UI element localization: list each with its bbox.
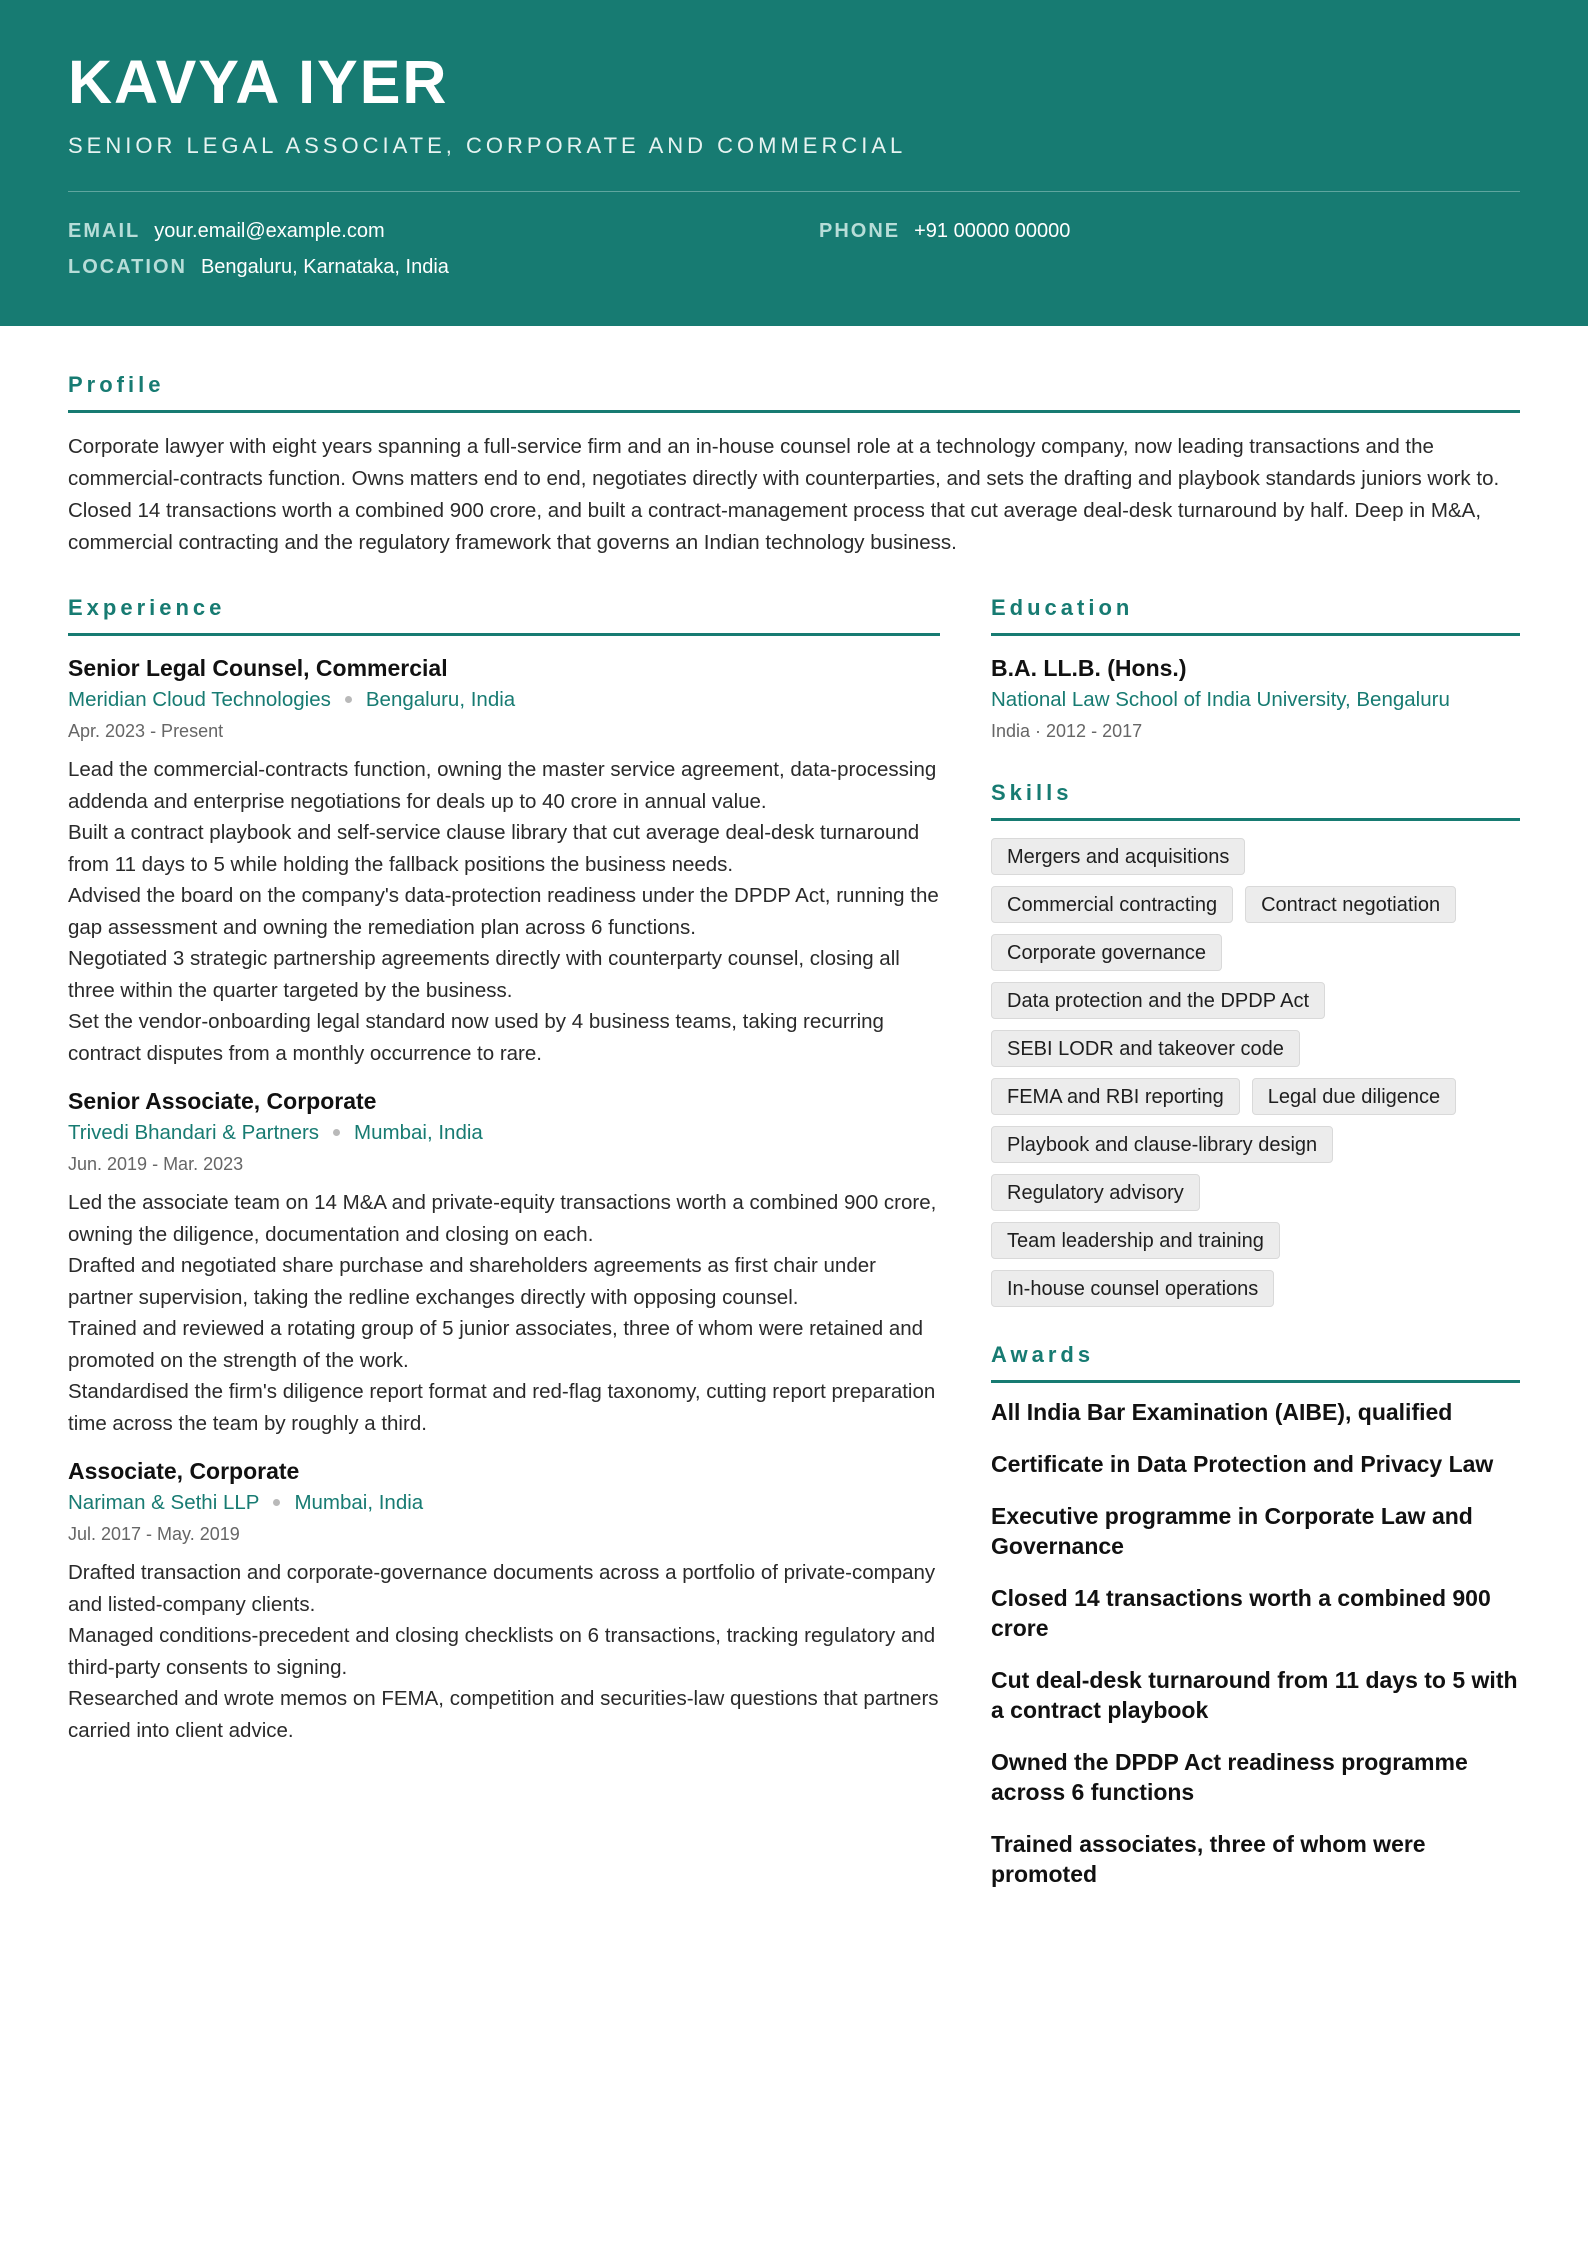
- education-heading: Education: [991, 595, 1134, 620]
- award-item: Executive programme in Corporate Law and Governance: [991, 1503, 1473, 1559]
- job-bullet: Lead the commercial-contracts function, owning the master service agreement, data-processing addenda and enterprise negotiations for deals up to 40 crore in annual value.: [68, 758, 937, 813]
- award-item: Closed 14 transactions worth a combined 900 crore: [991, 1585, 1491, 1641]
- education-school: National Law School of India University, Bengaluru: [991, 688, 1450, 711]
- job-company: Trivedi Bhandari & Partners: [68, 1121, 320, 1144]
- email-label: EMAIL: [68, 220, 141, 242]
- phone-label: PHONE: [819, 220, 901, 242]
- experience-divider: [68, 633, 940, 636]
- job-bullet: Advised the board on the company's data-protection readiness under the DPDP Act, running the gap assessment and owning the remediation plan across 6 functions.: [68, 884, 939, 939]
- job-bullet: Led the associate team on 14 M&A and private-equity transactions worth a combined 900 crore, owning the diligence, documentation and closing on each.: [68, 1191, 937, 1246]
- contact-phone: [819, 218, 1070, 244]
- job-bullet: Drafted transaction and corporate-governance documents across a portfolio of private-company and listed-company clients.: [68, 1561, 936, 1616]
- location-value: Bengaluru, Karnataka, India: [200, 256, 449, 278]
- job-meta: [68, 1117, 940, 1149]
- job-entry: [68, 1085, 940, 1439]
- award-item: Cut deal-desk turnaround from 11 days to 5 with a contract playbook: [991, 1667, 1518, 1723]
- separator-dot: [345, 696, 352, 703]
- job-title: Senior Associate, Corporate: [68, 1088, 377, 1114]
- award-item: Trained associates, three of whom were promoted: [991, 1831, 1426, 1887]
- job-bullet: Built a contract playbook and self-service clause library that cut average deal-desk turnaround from 11 days to 5 while holding the fallback positions the business needs.: [68, 821, 920, 876]
- skill-tag: Legal due diligence: [1252, 1078, 1456, 1115]
- education-meta: India · 2012 - 2017: [991, 721, 1143, 741]
- awards-heading: Awards: [991, 1342, 1095, 1367]
- candidate-name: KAVYA IYER: [68, 48, 449, 116]
- job-bullet: Negotiated 3 strategic partnership agreements directly with counterparty counsel, closing all three within the quarter targeted by the business.: [68, 947, 900, 1002]
- job-company: Meridian Cloud Technologies: [68, 688, 331, 711]
- location-label: LOCATION: [68, 256, 187, 278]
- job-title: Associate, Corporate: [68, 1458, 300, 1484]
- award-item: Certificate in Data Protection and Privacy Law: [991, 1451, 1494, 1477]
- award-item: Owned the DPDP Act readiness programme across 6 functions: [991, 1749, 1468, 1805]
- job-company: Nariman & Sethi LLP: [68, 1491, 260, 1514]
- job-location: Mumbai, India: [294, 1491, 424, 1514]
- skill-tag: Commercial contracting: [991, 886, 1233, 923]
- job-dates: Apr. 2023 - Present: [68, 721, 224, 741]
- skill-tag: Playbook and clause-library design: [991, 1126, 1333, 1163]
- education-entry: [991, 652, 1520, 746]
- job-location: Mumbai, India: [354, 1121, 483, 1144]
- profile-heading: Profile: [68, 372, 165, 397]
- awards-list: [991, 1397, 1520, 1911]
- skills-list: [991, 838, 1520, 1307]
- education-divider: [991, 633, 1520, 636]
- job-meta: [68, 684, 940, 716]
- job-bullet: Standardised the firm's diligence report format and red-flag taxonomy, cutting report preparation time across the team by roughly a third.: [68, 1380, 936, 1435]
- skill-tag: Team leadership and training: [991, 1222, 1280, 1259]
- skill-tag: Data protection and the DPDP Act: [991, 982, 1325, 1019]
- skills-heading: Skills: [991, 780, 1073, 805]
- skill-tag: FEMA and RBI reporting: [991, 1078, 1240, 1115]
- skill-tag: Regulatory advisory: [991, 1174, 1200, 1211]
- award-item: All India Bar Examination (AIBE), qualified: [991, 1399, 1453, 1425]
- skills-divider: [991, 818, 1520, 821]
- skill-tag: Mergers and acquisitions: [991, 838, 1245, 875]
- resume-header: [0, 0, 1588, 326]
- separator-dot: [273, 1499, 280, 1506]
- email-value[interactable]: your.email@example.com: [154, 220, 385, 242]
- skill-tag: Contract negotiation: [1245, 886, 1456, 923]
- job-bullet: Managed conditions-precedent and closing checklists on 6 transactions, tracking regulatory and third-party consents to signing.: [68, 1624, 936, 1679]
- job-dates: Jul. 2017 - May. 2019: [68, 1524, 240, 1544]
- experience-list: [68, 652, 940, 1762]
- job-entry: [68, 652, 940, 1069]
- awards-divider: [991, 1380, 1520, 1383]
- skill-tag: In-house counsel operations: [991, 1270, 1274, 1307]
- job-meta: [68, 1487, 940, 1519]
- job-bullet: Researched and wrote memos on FEMA, competition and securities-law questions that partners carried into client advice.: [68, 1687, 939, 1742]
- separator-dot: [333, 1129, 340, 1136]
- job-bullet: Set the vendor-onboarding legal standard now used by 4 business teams, taking recurring contract disputes from a monthly occurrence to rare.: [68, 1010, 884, 1065]
- job-bullet: Trained and reviewed a rotating group of 5 junior associates, three of whom were retained and promoted on the strength of the work.: [68, 1317, 924, 1372]
- job-location: Bengaluru, India: [365, 688, 516, 711]
- profile-summary: Corporate lawyer with eight years spanning a full-service firm and an in-house counsel role at a technology company, now leading transactions and the commercial-contracts function. Owns matters end to end, negotiates directly with counterparties, and sets the drafting and playbook standards juniors work to. Closed 14 transactions worth a combined 900 crore, and built a contract-management process that cut average deal-desk turnaround by half. Deep in M&A, commercial contracting and the regulatory framework that governs an Indian technology business.: [68, 435, 1500, 554]
- contact-location: [68, 254, 449, 280]
- job-entry: [68, 1455, 940, 1746]
- phone-value[interactable]: +91 00000 00000: [914, 220, 1071, 242]
- education-degree: B.A. LL.B. (Hons.): [991, 655, 1187, 681]
- job-title: Senior Legal Counsel, Commercial: [68, 655, 448, 681]
- header-divider: [68, 191, 1520, 192]
- contact-email: [68, 218, 385, 244]
- candidate-headline: SENIOR LEGAL ASSOCIATE, CORPORATE AND COMMERCIAL: [68, 133, 907, 158]
- skill-tag: Corporate governance: [991, 934, 1222, 971]
- profile-divider: [68, 410, 1520, 413]
- job-bullet: Drafted and negotiated share purchase and shareholders agreements as first chair under partner supervision, taking the redline exchanges directly with opposing counsel.: [68, 1254, 876, 1309]
- experience-heading: Experience: [68, 595, 226, 620]
- job-dates: Jun. 2019 - Mar. 2023: [68, 1154, 244, 1174]
- skill-tag: SEBI LODR and takeover code: [991, 1030, 1300, 1067]
